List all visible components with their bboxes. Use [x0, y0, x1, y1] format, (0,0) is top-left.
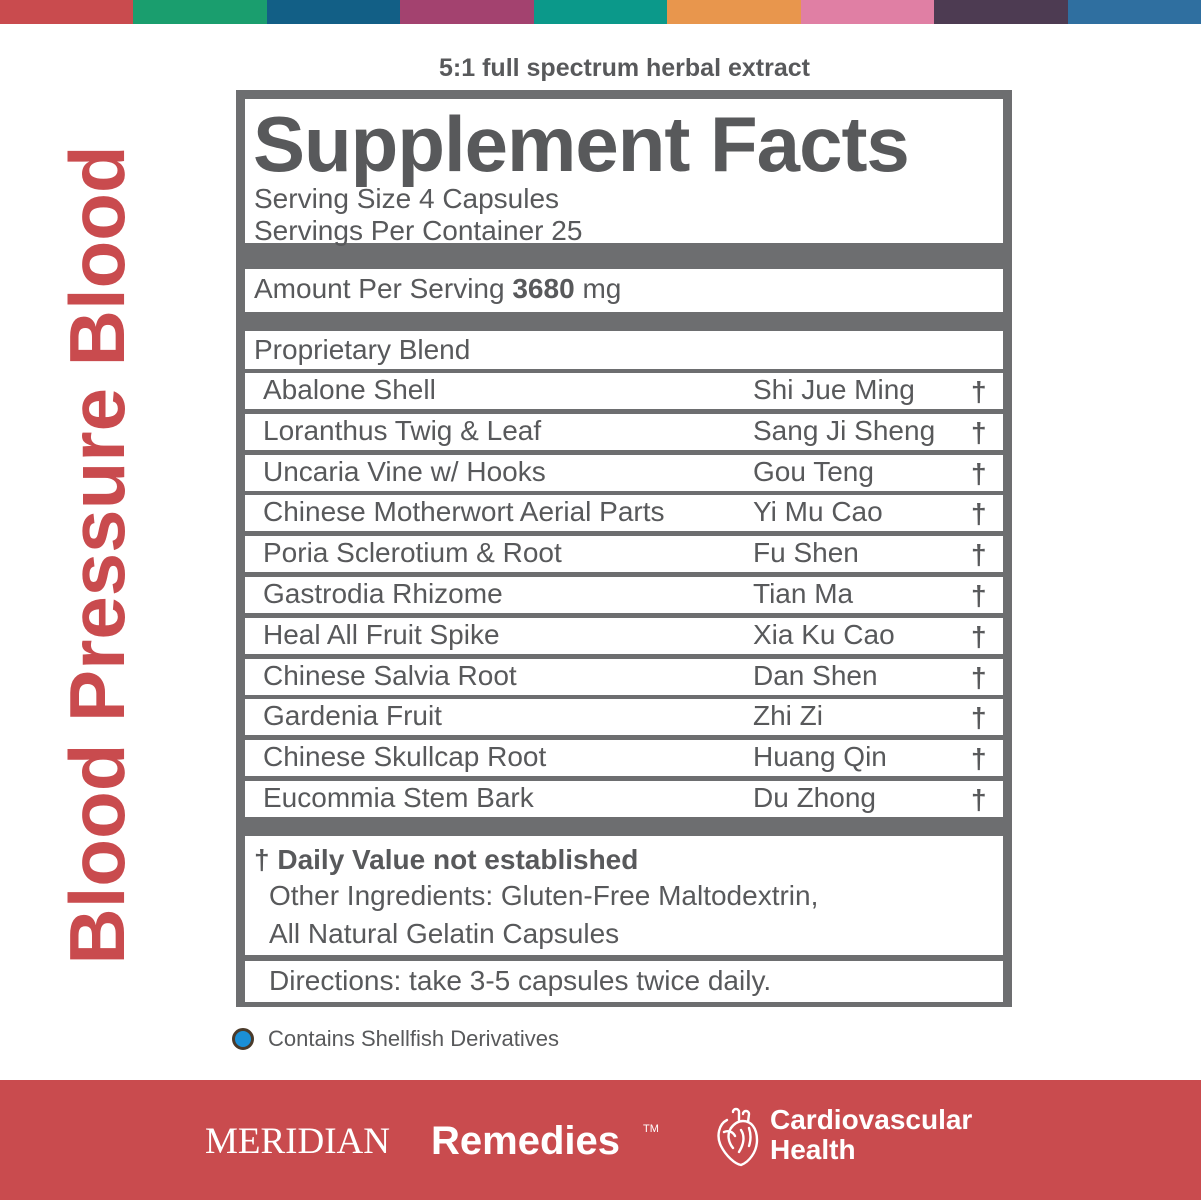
- ingredient-row: [245, 455, 1003, 491]
- dagger-mark: †: [971, 539, 987, 571]
- ingredient-row: [245, 577, 1003, 613]
- dagger-mark: †: [971, 457, 987, 489]
- ingredient-name: Poria Sclerotium & Root: [263, 537, 562, 569]
- ingredient-pinyin: Gou Teng: [753, 455, 874, 487]
- dagger-mark: †: [971, 784, 987, 815]
- trademark-mark: TM: [643, 1123, 659, 1135]
- ingredient-name: Abalone Shell: [263, 374, 436, 405]
- heart-icon: [713, 1106, 761, 1168]
- footer-band: [0, 1080, 1201, 1200]
- dagger-mark: †: [971, 743, 987, 775]
- brand-name-meridian: MERIDIAN: [205, 1121, 390, 1162]
- daily-value-note: † Daily Value not established: [254, 844, 639, 875]
- dagger-mark: †: [971, 498, 987, 530]
- ingredient-row: [245, 659, 1003, 695]
- other-ingredients-line-2: All Natural Gelatin Capsules: [269, 918, 620, 949]
- ingredient-name: Chinese Motherwort Aerial Parts: [263, 496, 665, 528]
- product-title-vertical: Blood Pressure Blood: [53, 145, 141, 965]
- serving-size: Serving Size 4 Capsules: [254, 183, 560, 214]
- dagger-mark: †: [971, 702, 987, 734]
- ingredient-pinyin: Tian Ma: [753, 578, 854, 609]
- allergen-dot-icon: [232, 1028, 254, 1050]
- allergen-text: Contains Shellfish Derivatives: [268, 1026, 560, 1051]
- category-line-2: Health: [770, 1134, 856, 1165]
- stripe-segment: [400, 0, 533, 24]
- stripe-segment: [534, 0, 667, 24]
- dagger-mark: †: [971, 416, 987, 448]
- dagger-mark: †: [971, 661, 987, 693]
- stripe-segment: [801, 0, 934, 24]
- ingredient-row: [245, 618, 1003, 654]
- ingredient-pinyin: Dan Shen: [753, 659, 878, 691]
- ingredient-name: Uncaria Vine w/ Hooks: [263, 455, 546, 487]
- ingredient-row: [245, 740, 1003, 776]
- ingredient-pinyin: Yi Mu Cao: [753, 496, 883, 528]
- stripe-segment: [0, 0, 133, 24]
- footnote-box: [245, 836, 1003, 955]
- allergen-note: [232, 1026, 559, 1052]
- stripe-segment: [934, 0, 1067, 24]
- ingredient-pinyin: Shi Jue Ming: [753, 374, 915, 405]
- ingredient-pinyin: Zhi Zi: [753, 700, 823, 732]
- ingredient-pinyin: Huang Qin: [753, 741, 887, 773]
- amount-per-serving-row: [245, 269, 1003, 312]
- ingredient-row: [245, 699, 1003, 735]
- facts-header: [245, 99, 1003, 246]
- ingredient-row: [245, 495, 1003, 531]
- amount-value: 3680: [512, 273, 575, 304]
- ingredient-name: Chinese Salvia Root: [263, 659, 517, 691]
- amount-unit: mg: [582, 273, 622, 304]
- top-color-stripe: [0, 0, 1201, 24]
- directions: Directions: take 3-5 capsules twice daily.: [269, 965, 772, 996]
- ingredient-pinyin: Fu Shen: [753, 537, 859, 569]
- ingredient-name: Heal All Fruit Spike: [263, 618, 500, 650]
- servings-per-container: Servings Per Container 25: [254, 215, 583, 246]
- directions-box: [245, 961, 1003, 1002]
- ingredient-row: [245, 536, 1003, 572]
- stripe-segment: [133, 0, 266, 24]
- ingredient-row: [245, 781, 1003, 817]
- dagger-mark: †: [971, 620, 987, 652]
- ingredient-name: Eucommia Stem Bark: [263, 782, 534, 813]
- supplement-facts-panel: [236, 90, 1012, 1007]
- amount-per-serving: [254, 273, 621, 305]
- proprietary-blend-label: Proprietary Blend: [254, 334, 471, 365]
- ingredient-pinyin: Du Zhong: [753, 782, 876, 813]
- stripe-segment: [267, 0, 400, 24]
- facts-title: Supplement Facts: [253, 100, 909, 188]
- dagger-mark: †: [971, 376, 987, 407]
- proprietary-blend-row: [245, 331, 1003, 369]
- other-ingredients-line-1: Other Ingredients: Gluten-Free Maltodextrin,: [269, 880, 819, 911]
- ingredient-row: [245, 414, 1003, 450]
- ingredient-pinyin: Sang Ji Sheng: [753, 414, 936, 446]
- category-line-1: Cardiovascular: [770, 1104, 973, 1135]
- amount-label: Amount Per Serving: [254, 273, 505, 304]
- stripe-segment: [667, 0, 800, 24]
- extract-subtitle: 5:1 full spectrum herbal extract: [439, 54, 810, 82]
- dagger-mark: †: [971, 580, 987, 611]
- ingredient-name: Gastrodia Rhizome: [263, 578, 503, 609]
- brand-name-remedies: Remedies: [431, 1119, 620, 1163]
- ingredient-name: Gardenia Fruit: [263, 700, 442, 732]
- ingredient-name: Chinese Skullcap Root: [263, 741, 547, 773]
- ingredient-name: Loranthus Twig & Leaf: [263, 414, 542, 446]
- stripe-segment: [1068, 0, 1201, 24]
- ingredient-pinyin: Xia Ku Cao: [753, 618, 895, 650]
- ingredient-row: [245, 373, 1003, 409]
